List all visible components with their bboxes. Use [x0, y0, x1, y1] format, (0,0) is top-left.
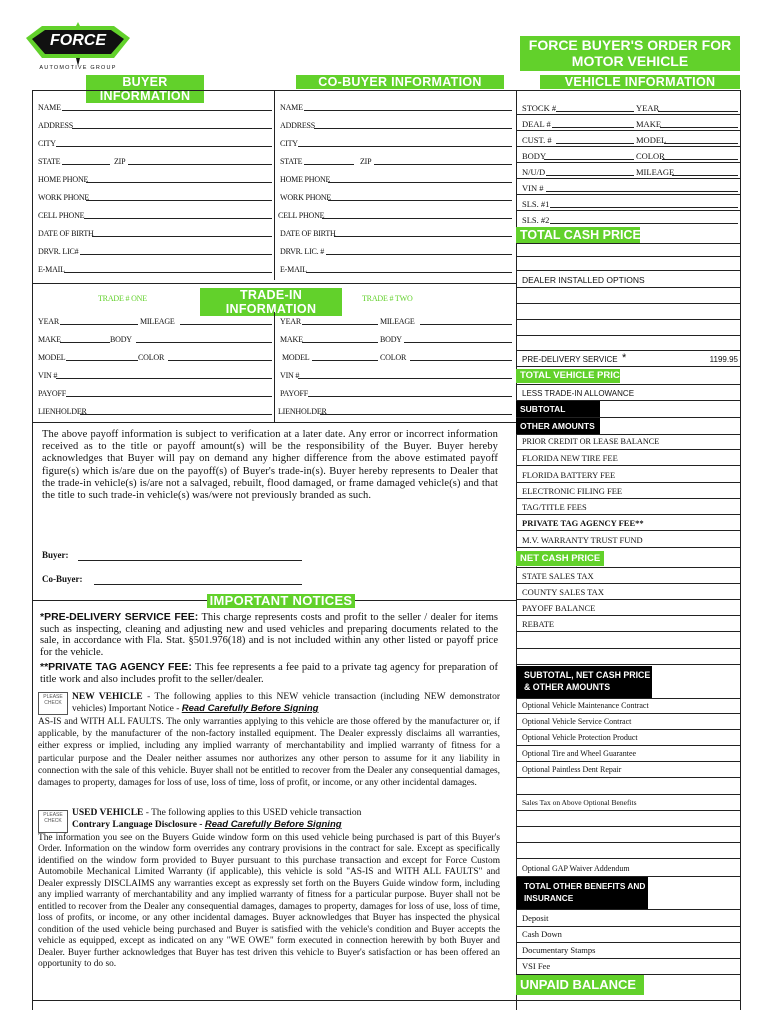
vehicle-sls2-input[interactable]: [550, 223, 738, 224]
opt-maintenance-label: Optional Vehicle Maintenance Contract: [522, 701, 649, 710]
trade2-vin-input[interactable]: [298, 378, 512, 379]
used-vehicle-read-carefully: Read Carefully Before Signing: [204, 819, 342, 830]
cobuyer-zip-input[interactable]: [374, 164, 512, 165]
trade1-model-label: MODEL: [38, 353, 66, 362]
buyer-cell-phone-input[interactable]: [84, 218, 272, 219]
mv-warranty-line[interactable]: [516, 547, 740, 548]
vehicle-row-sep-3: [516, 146, 740, 147]
vehicle-row-sep-7: [516, 210, 740, 211]
logo-subtitle: AUTOMOTIVE GROUP: [39, 65, 117, 71]
subtotal-net-line: [516, 698, 740, 699]
vehicle-deal-input[interactable]: [552, 127, 634, 128]
cobuyer-license-input[interactable]: [326, 254, 512, 255]
total-cash-price-header: TOTAL CASH PRICE: [516, 227, 640, 243]
net-cash-price-header: NET CASH PRICE: [516, 551, 604, 566]
total-benefits-header: TOTAL OTHER BENEFITS AND INSURANCE: [516, 877, 648, 910]
trade1-year-input[interactable]: [60, 324, 138, 325]
opt-protection-label: Optional Vehicle Protection Product: [522, 733, 638, 742]
vehicle-sls1-input[interactable]: [550, 207, 738, 208]
trade1-make-label: MAKE: [38, 335, 61, 344]
vehicle-make-label: MAKE: [636, 119, 662, 129]
trade2-model-input[interactable]: [312, 360, 378, 361]
payoff-balance-line[interactable]: [516, 615, 740, 616]
vehicle-model-input[interactable]: [664, 143, 738, 144]
vehicle-cust-label: CUST. #: [522, 135, 552, 145]
cobuyer-license-label: DRVR. LIC. #: [280, 247, 325, 256]
used-vehicle-notice-intro: [72, 808, 500, 831]
cobuyer-email-label: E-MAIL: [280, 265, 307, 274]
cobuyer-address-label: ADDRESS: [280, 121, 316, 130]
section-important-header: IMPORTANT NOTICES: [207, 594, 355, 608]
buyer-zip-label: ZIP: [114, 157, 126, 166]
buyer-city-input[interactable]: [56, 146, 272, 147]
cobuyer-signature-line[interactable]: [94, 584, 302, 585]
tag-title-fees-line[interactable]: [516, 514, 740, 515]
notice-frame-top: [32, 422, 516, 423]
page-title-line2: MOTOR VEHICLE: [571, 53, 689, 69]
trade1-color-label: COLOR: [138, 353, 165, 362]
trade1-year-label: YEAR: [38, 317, 59, 326]
cobuyer-cell-phone-input[interactable]: [322, 218, 512, 219]
vehicle-nud-label: N/U/D: [522, 167, 546, 177]
new-vehicle-title: NEW VEHICLE: [72, 692, 143, 702]
opt-blank-line-4[interactable]: [516, 858, 740, 859]
tag-title-fees-label: TAG/TITLE FEES: [522, 502, 587, 512]
vehicle-body-label: BODY: [522, 151, 547, 161]
rebate-label: REBATE: [522, 619, 555, 629]
opt-blank-line[interactable]: [516, 794, 740, 795]
prior-credit-label: PRIOR CREDIT OR LEASE BALANCE: [522, 437, 660, 446]
private-tag-fee-line[interactable]: [516, 530, 740, 531]
cash-down-line[interactable]: [516, 942, 740, 943]
buyer-home-phone-label: HOME PHONE: [38, 175, 89, 184]
trade1-lienholder-input[interactable]: [80, 414, 272, 415]
buyer-signature-label: Buyer:: [42, 550, 69, 560]
section-buyer-header: BUYER INFORMATION: [86, 75, 204, 103]
options-line-3[interactable]: [516, 319, 740, 320]
state-tax-line[interactable]: [516, 583, 740, 584]
cobuyer-state-input[interactable]: [304, 164, 354, 165]
filing-fee-line[interactable]: [516, 498, 740, 499]
trade1-body-input[interactable]: [136, 342, 272, 343]
trade2-make-input[interactable]: [302, 342, 378, 343]
mv-warranty-label: M.V. WARRANTY TRUST FUND: [522, 535, 643, 545]
new-vehicle-text: - The following applies to this NEW vehicle transaction (including NEW demonstrator vehicles) Important Notice -: [72, 692, 500, 714]
trade1-mileage-label: MILEAGE: [140, 317, 175, 326]
predelivery-line: [516, 366, 740, 367]
cobuyer-state-label: STATE: [280, 157, 303, 166]
vehicle-row-sep-1: [516, 114, 740, 115]
trade2-lienholder-label: LIENHOLDER: [278, 407, 327, 416]
logo: [22, 22, 134, 74]
total-vehicle-price-header: TOTAL VEHICLE PRICE: [516, 369, 620, 383]
options-line-5[interactable]: [516, 350, 740, 351]
buyer-email-input[interactable]: [64, 272, 272, 273]
form-frame-right: [740, 90, 741, 1010]
buyer-address-label: ADDRESS: [38, 121, 74, 130]
cobuyer-name-label: NAME: [280, 103, 303, 112]
cash-down-label: Cash Down: [522, 929, 562, 939]
cobuyer-city-input[interactable]: [298, 146, 512, 147]
trade-two-label: TRADE # TWO: [362, 294, 413, 303]
vehicle-make-input[interactable]: [660, 127, 738, 128]
sales-tax-optional-line[interactable]: [516, 810, 740, 811]
section-tradein-header: TRADE-IN INFORMATION: [200, 288, 342, 316]
predelivery-notice-title: *PRE-DELIVERY SERVICE FEE:: [40, 611, 199, 623]
new-vehicle-read-carefully: Read Carefully Before Signing: [181, 703, 319, 714]
page-title: [520, 36, 740, 71]
gap-waiver-label: Optional GAP Waiver Addendum: [522, 864, 630, 873]
buyer-dob-input[interactable]: [92, 236, 272, 237]
buyer-license-label: DRVR. LIC#: [38, 247, 79, 256]
vehicle-row-sep-4: [516, 162, 740, 163]
private-tag-fee-label: PRIVATE TAG AGENCY FEE**: [522, 518, 644, 528]
cobuyer-home-phone-input[interactable]: [328, 182, 512, 183]
dealer-options-label: DEALER INSTALLED OPTIONS: [522, 275, 645, 285]
right-frame-top: [516, 90, 740, 91]
section-cobuyer-header: CO-BUYER INFORMATION: [296, 75, 504, 89]
sales-tax-optional-label: Sales Tax on Above Optional Benefits: [522, 798, 637, 807]
predelivery-service-label: PRE-DELIVERY SERVICE: [522, 355, 618, 364]
buyer-work-phone-input[interactable]: [86, 200, 272, 201]
opt-maintenance-line[interactable]: [516, 713, 740, 714]
cobuyer-work-phone-label: WORK PHONE: [280, 193, 332, 202]
trade2-mileage-label: MILEAGE: [380, 317, 415, 326]
buyer-divider: [274, 90, 275, 280]
new-vehicle-checkbox[interactable]: PLEASE CHECK: [38, 692, 68, 715]
trade2-lienholder-input[interactable]: [320, 414, 512, 415]
trade2-color-input[interactable]: [410, 360, 512, 361]
trade2-body-input[interactable]: [404, 342, 512, 343]
used-vehicle-text: - The following applies to this USED vehicle transaction: [145, 808, 362, 818]
page-title-line1: FORCE BUYER'S ORDER FOR: [528, 37, 732, 53]
cash-entry-line-1: [516, 256, 740, 257]
used-vehicle-title: USED VEHICLE: [72, 808, 144, 818]
doc-stamps-label: Documentary Stamps: [522, 945, 596, 955]
total-cash-price-line: [516, 243, 740, 244]
deposit-label: Deposit: [522, 913, 549, 923]
payoff-notice: The above payoff information is subject to verification at a later date. Any error or incorrect information received as to the title or payoff amount(s) will be the responsibility of the Buyer. Buyer hereby acknowledges that Buyer will pay on demand any higher difference from the above estimated payoff figure(s) which is/are due on the payoff(s) of Buyer's trade-in(s). Buyer hereby represents to Dealer that the trade-in vehicle(s) is/are not a salvaged, rebuilt, flood damaged, or frame damaged vehicle(s) and that the title to such trade-in vehicle(s) was/were not previously branded as such.: [42, 429, 498, 502]
opt-dent-label: Optional Paintless Dent Repair: [522, 765, 622, 774]
new-vehicle-notice-body: AS-IS and WITH ALL FAULTS. The only warranties applying to this vehicle are those offered by the manufacturer or, if applicable, by the manufacturer of the non-factory installed equipment. The Dealer expressly disclaims all warranties, either express or implied, including any implied warranty of merchantability and implied warranty of fitness for a particular purpose and the Dealer neither assumes nor authorizes any other person to assume for it any liability in connection with the sale of this vehicle. Buyer shall not be entitled to recover from the Dealer any consequential damages, damages to property, damages for loss of use, loss of time, loss of profit, or income, or any other incidental damages.: [38, 717, 500, 789]
tradein-frame-top: [32, 283, 516, 284]
options-line-2[interactable]: [516, 303, 740, 304]
buyer-signature-line[interactable]: [78, 560, 302, 561]
trade2-payoff-label: PAYOFF: [280, 389, 309, 398]
vehicle-row-sep-2: [516, 130, 740, 131]
vehicle-row-sep-5: [516, 178, 740, 179]
trade1-color-input[interactable]: [168, 360, 272, 361]
buyer-address-input[interactable]: [72, 128, 272, 129]
opt-protection-line[interactable]: [516, 745, 740, 746]
buyer-license-input[interactable]: [80, 254, 272, 255]
vehicle-cust-input[interactable]: [556, 143, 634, 144]
deposit-line[interactable]: [516, 926, 740, 927]
opt-blank-line-3[interactable]: [516, 842, 740, 843]
opt-blank-line-2[interactable]: [516, 826, 740, 827]
vehicle-color-input[interactable]: [662, 159, 738, 160]
used-vehicle-notice-body: The information you see on the Buyers Guide window form on this used vehicle being purchased is part of this Buyer's Order. Information on the window form overrides any contrary provisions in the contract for sale. Except as specifically identified on the window form provided to Buyer pursuant to this purchase transaction and except for Force Custom Automobile Mechanical Limited Warranty (if applicable), this vehicle is sold "AS-IS and WITH ALL FAULTS" and Dealer expressly DISCLAIMS any warranties except as expressly set forth on the Buyers Guide window form, including any implied warranty of merchantability and any implied warranty of fitness for a particular purpose. Buyer shall not be entitled to recover from the Dealer any consequential damages, damages to property, damages for loss of use, loss of time, loss of profits, or income, or any other incidental damages. Buyer acknowledges that Buyer has inspected the physical condition of the used vehicle being purchased and Buyer is satisfied with the vehicle's condition and Buyer accepts the vehicle as equipped, except as indicated on any "WE OWE" form executed in connection herewith by both Buyer and Dealer. Buyer further acknowledges that Buyer has test driven this vehicle to Buyer's satisfaction or has been offered an opportunity to do so.: [38, 833, 500, 969]
opt-dent-line[interactable]: [516, 777, 740, 778]
trade1-mileage-input[interactable]: [180, 324, 272, 325]
buyer-name-input[interactable]: [62, 110, 272, 111]
cobuyer-dob-label: DATE OF BIRTH: [280, 229, 336, 238]
vehicle-nud-input[interactable]: [546, 175, 634, 176]
vehicle-vin-label: VIN #: [522, 183, 544, 193]
tire-fee-label: FLORIDA NEW TIRE FEE: [522, 453, 618, 463]
filing-fee-label: ELECTRONIC FILING FEE: [522, 486, 623, 496]
prior-credit-line[interactable]: [516, 449, 740, 450]
logo-wordmark: FORCE: [50, 32, 106, 49]
vsi-fee-label: VSI Fee: [522, 961, 551, 971]
subtotal-net-cash-header: SUBTOTAL, NET CASH PRICE & OTHER AMOUNTS: [516, 666, 652, 699]
vehicle-body-input[interactable]: [544, 159, 634, 160]
used-vehicle-checkbox[interactable]: PLEASE CHECK: [38, 810, 68, 833]
battery-fee-line[interactable]: [516, 482, 740, 483]
trade-one-label: TRADE # ONE: [98, 294, 147, 303]
buyer-work-phone-label: WORK PHONE: [38, 193, 90, 202]
subtotal-header: SUBTOTAL: [516, 401, 600, 417]
blank-line-1[interactable]: [516, 648, 740, 649]
state-tax-label: STATE SALES TAX: [522, 571, 594, 581]
blank-line-2[interactable]: [516, 664, 740, 665]
tire-fee-line[interactable]: [516, 465, 740, 466]
payoff-balance-label: PAYOFF BALANCE: [522, 603, 596, 613]
trade1-payoff-label: PAYOFF: [38, 389, 67, 398]
buyer-zip-input[interactable]: [128, 164, 272, 165]
vehicle-row-sep-6: [516, 194, 740, 195]
predelivery-service-asterisk: *: [622, 352, 627, 364]
trade2-body-label: BODY: [380, 335, 402, 344]
trade1-vin-input[interactable]: [56, 378, 272, 379]
vehicle-deal-label: DEAL #: [522, 119, 551, 129]
county-tax-line[interactable]: [516, 599, 740, 600]
vehicle-color-label: COLOR: [636, 151, 665, 161]
trade2-year-label: YEAR: [280, 317, 301, 326]
trade2-payoff-input[interactable]: [308, 396, 512, 397]
vehicle-stock-input[interactable]: [556, 111, 634, 112]
trade2-make-label: MAKE: [280, 335, 303, 344]
vehicle-stock-label: STOCK #: [522, 103, 557, 113]
trade1-body-label: BODY: [110, 335, 132, 344]
section-vehicle-header: VEHICLE INFORMATION: [540, 75, 740, 89]
trade2-model-label: MODEL: [282, 353, 310, 362]
cobuyer-email-input[interactable]: [306, 272, 512, 273]
form-frame-left: [32, 90, 33, 1010]
form-frame-bottom: [32, 1000, 740, 1001]
cobuyer-work-phone-input[interactable]: [328, 200, 512, 201]
vehicle-sls1-label: SLS. #1: [522, 199, 550, 209]
trade2-color-label: COLOR: [380, 353, 407, 362]
vehicle-year-label: YEAR: [636, 103, 660, 113]
contrary-disclosure: Contrary Language Disclosure -: [72, 820, 203, 830]
vehicle-mileage-label: MILEAGE: [636, 167, 675, 177]
battery-fee-label: FLORIDA BATTERY FEE: [522, 470, 616, 480]
total-vehicle-line: [516, 384, 740, 385]
opt-service-line[interactable]: [516, 729, 740, 730]
trade1-make-input[interactable]: [60, 342, 110, 343]
other-amounts-line: [516, 434, 740, 435]
rebate-line[interactable]: [516, 631, 740, 632]
cash-entry-line-2: [516, 270, 740, 271]
total-benefits-line: [516, 909, 740, 910]
predelivery-service-value[interactable]: 1199.95: [709, 355, 738, 364]
cobuyer-zip-label: ZIP: [360, 157, 372, 166]
buyer-city-label: CITY: [38, 139, 56, 148]
tag-agency-notice-text: This fee represents a fee paid to a private tag agency for preparation of title work and also includes profit to the seller/dealer.: [40, 662, 498, 685]
county-tax-label: COUNTY SALES TAX: [522, 587, 604, 597]
buyer-state-label: STATE: [38, 157, 61, 166]
opt-tire-label: Optional Tire and Wheel Guarantee: [522, 749, 637, 758]
trade1-model-input[interactable]: [66, 360, 138, 361]
trade2-vin-label: VIN #: [280, 371, 300, 380]
buyer-name-label: NAME: [38, 103, 61, 112]
trade2-mileage-input[interactable]: [420, 324, 512, 325]
buyer-cell-phone-label: CELL PHONE: [38, 211, 85, 220]
vehicle-year-input[interactable]: [658, 111, 738, 112]
buyer-email-label: E-MAIL: [38, 265, 65, 274]
trade1-payoff-input[interactable]: [66, 396, 272, 397]
cobuyer-address-input[interactable]: [314, 128, 512, 129]
net-cash-line: [516, 567, 740, 568]
vehicle-sls2-label: SLS. #2: [522, 215, 550, 225]
new-vehicle-notice-intro: [72, 692, 500, 715]
vehicle-vin-input[interactable]: [546, 191, 738, 192]
trade-divider: [274, 312, 275, 422]
doc-stamps-line[interactable]: [516, 958, 740, 959]
unpaid-balance-header: UNPAID BALANCE: [516, 975, 644, 995]
predelivery-notice-text: This charge represents costs and profit to the seller / dealer for items such as inspecting, cleaning and adjusting new and used vehicles and preparing documents related to the sale, in accordance with Fla. Stat. §501.976(18) and is not included within any other listed or payoff price for the vehicle.: [40, 612, 498, 658]
predelivery-notice: [40, 612, 498, 658]
opt-service-label: Optional Vehicle Service Contract: [522, 717, 632, 726]
other-amounts-header: OTHER AMOUNTS: [516, 418, 600, 434]
vehicle-model-label: MODEL: [636, 135, 667, 145]
buyer-dob-label: DATE OF BIRTH: [38, 229, 94, 238]
tag-agency-notice: [40, 662, 498, 685]
options-line-1[interactable]: [516, 287, 740, 288]
vehicle-mileage-input[interactable]: [672, 175, 738, 176]
trade1-lienholder-label: LIENHOLDER: [38, 407, 87, 416]
buyer-home-phone-input[interactable]: [86, 182, 272, 183]
trade1-vin-label: VIN #: [38, 371, 58, 380]
cobuyer-city-label: CITY: [280, 139, 298, 148]
less-trade-label: LESS TRADE-IN ALLOWANCE: [522, 389, 635, 398]
cobuyer-dob-input[interactable]: [334, 236, 512, 237]
cobuyer-signature-label: Co-Buyer:: [42, 574, 83, 584]
opt-tire-line[interactable]: [516, 761, 740, 762]
cobuyer-home-phone-label: HOME PHONE: [280, 175, 331, 184]
trade2-year-input[interactable]: [302, 324, 378, 325]
tag-agency-notice-title: **PRIVATE TAG AGENCY FEE:: [40, 661, 192, 673]
options-line-4[interactable]: [516, 335, 740, 336]
cobuyer-cell-phone-label: CELL PHONE: [278, 211, 325, 220]
cobuyer-name-input[interactable]: [304, 110, 512, 111]
buyer-state-input[interactable]: [62, 164, 110, 165]
